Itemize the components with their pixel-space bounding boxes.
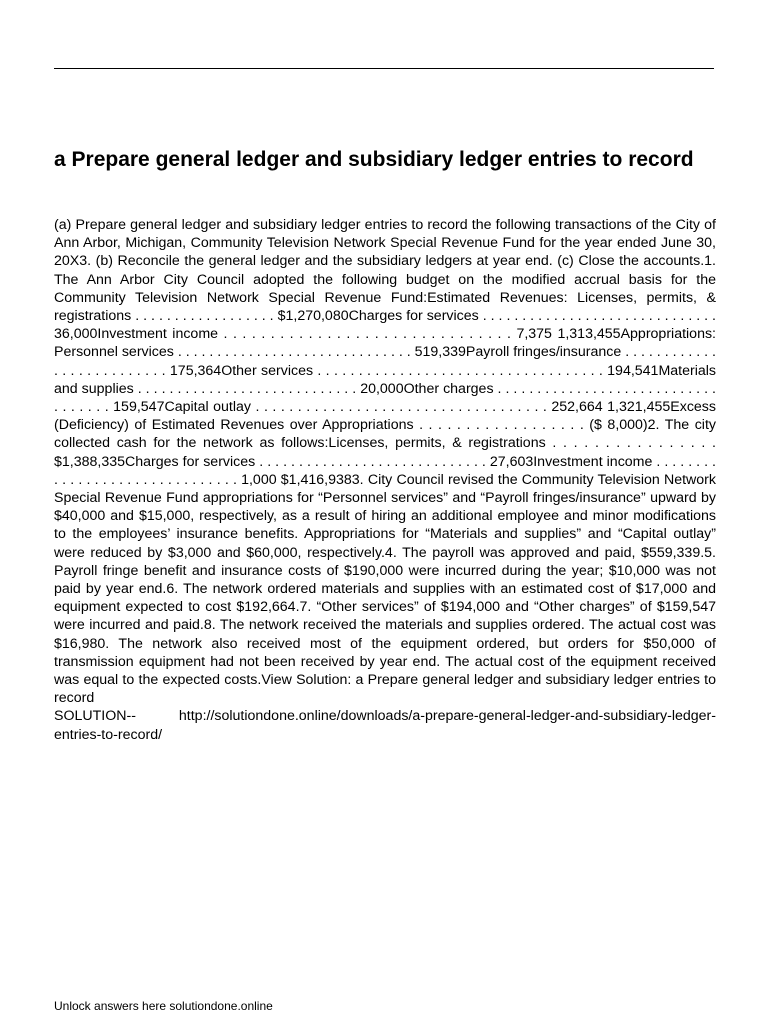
problem-text: (a) Prepare general ledger and subsidiary ledger entries to record the following transactions of the City of Ann Arbor, Michigan, Community Television Network Special Revenue Fund for the year ended June 30, 20X3. (b) Reconcile the general ledger and the subsidiary ledgers at year end. (c) Close the accounts.1. The Ann Arbor City Council adopted the following budget on the modified accrual basis for the Community Television Network Special Revenue Fund:Estimated Revenues: Licenses, permits, & registrations . . . . . . . . . . . . . . . . . . $1,270,080Charges for services . . . . . . . . . . . . . . . . . . . . . . . . . . . . . . 36,000Investment income . . . . . . . . . . . . . . . . . . . . . . . . . . . . . . . 7,375 1,313,455Appropriations: Personnel services . . . . . . . . . . . . . . . . . . . . . . . . . . . . . . 519,339Payroll fringes/insurance . . . . . . . . . . . . . . . . . . . . . . . . . . 175,364Other services . . . . . . . . . . . . . . . . . . . . . . . . . . . . . . . . . . . 194,541Materials and supplies . . . . . . . . . . . . . . . . . . . . . . . . . . . . 20,000Other charges . . . . . . . . . . . . . . . . . . . . . . . . . . . . . . . . . . . 159,547Capital outlay . . . . . . . . . . . . . . . . . . . . . . . . . . . . . . . . . . . 252,664 1,321,455Excess (Deficiency) of Estimated Revenues over Appropriations . . . . . . . . . . . . . . . . . . ($ 8,000)2. The city collected cash for the network as follows:Licenses, permits, & registrations . . . . . . . . . . . . . . . . $1,388,335Charges for services . . . . . . . . . . . . . . . . . . . . . . . . . . . . . 27,603Investment income . . . . . . . . . . . . . . . . . . . . . . . . . . . . . . . 1,000 $1,416,9383. City Council revised the Community Television Network Special Revenue Fund appropriations for “Personnel services” and “Payroll fringes/insurance” upward by $40,000 and $15,000, respectively, as a result of hiring an additional employee and minor modifications to the employees’ insurance benefits. Appropriations for “Materials and supplies” and “Capital outlay” were reduced by $3,000 and $60,000, respectively.4. The payroll was approved and paid, $559,339.5. Payroll fringe benefit and insurance costs of $190,000 were incurred during the year; $10,000 was not paid by year end.6. The network ordered materials and supplies with an estimated cost of $17,000 and equipment expected to cost $192,664.7. “Other services” of $194,000 and “Other charges” of $159,547 were incurred and paid.8. The network received the materials and supplies ordered. The actual cost was $16,980. The network also received most of the equipment ordered, but orders for $50,000 of transmission equipment had not been received by year end. The actual cost of the equipment received was equal to the expected costs.View Solution: a Prepare general ledger and subsidiary ledger entries to record [54, 217, 716, 707]
document-title: a Prepare general ledger and subsidiary ledger entries to record [54, 148, 694, 171]
footer-text: Unlock answers here solutiondone.online [54, 999, 273, 1013]
header-divider [54, 68, 714, 69]
document-body [54, 216, 716, 744]
solution-link[interactable]: SOLUTION-- http://solutiondone.online/downloads/a-prepare-general-ledger-and-subsidiary-ledger-entries-to-record/ [54, 708, 716, 743]
